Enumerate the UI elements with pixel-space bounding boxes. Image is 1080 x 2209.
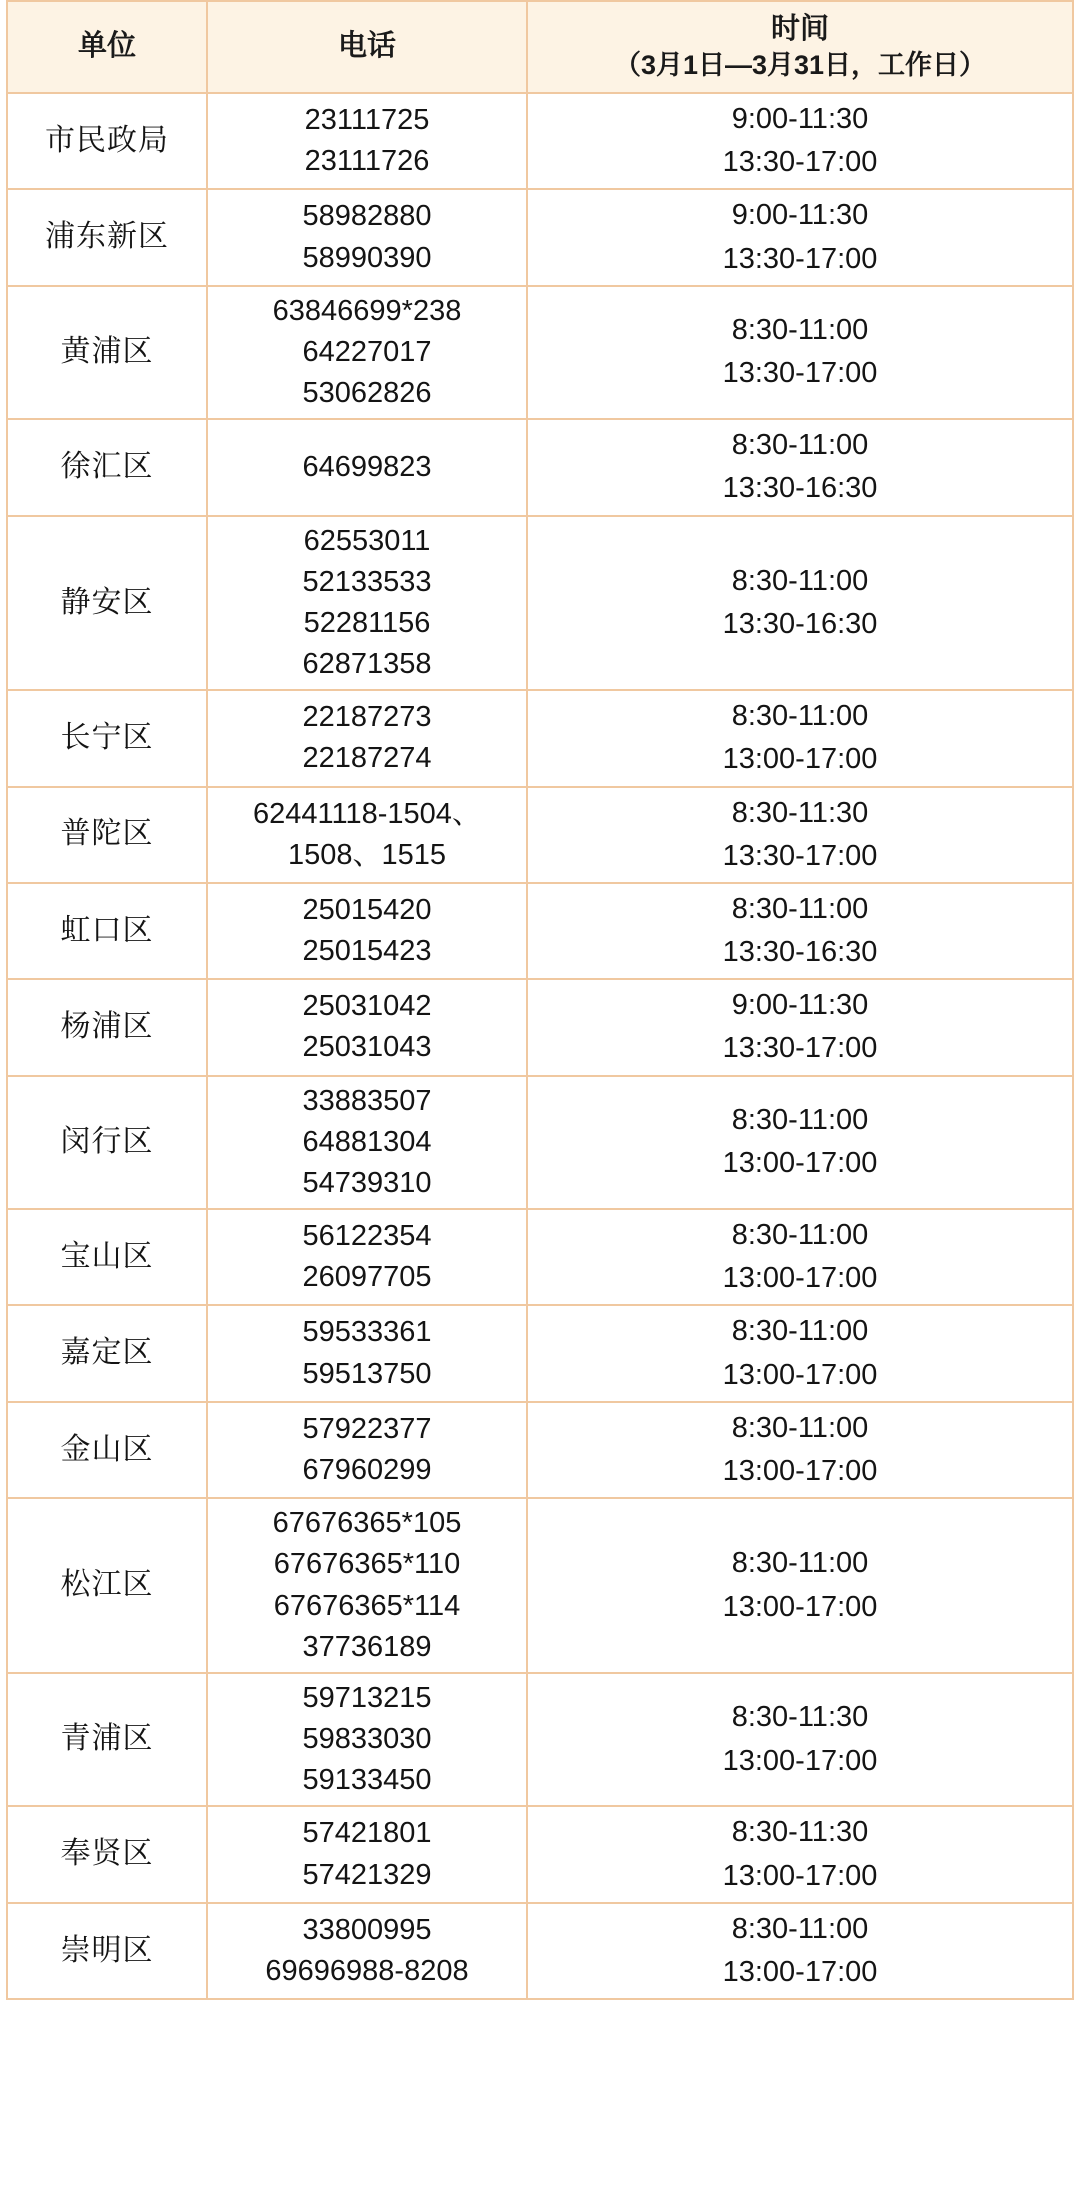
cell-unit: 宝山区 <box>7 1209 207 1305</box>
cell-phone <box>207 1076 527 1210</box>
time-list <box>534 984 1066 1070</box>
time-range: 8:30-11:00 <box>731 892 869 925</box>
table-row <box>7 516 1073 691</box>
cell-unit: 浦东新区 <box>7 189 207 285</box>
column-header-phone: 电话 <box>207 1 527 93</box>
phone-number: 59513750 <box>302 1357 432 1390</box>
table-row <box>7 419 1073 515</box>
phone-list <box>214 794 520 876</box>
table-row <box>7 1673 1073 1807</box>
cell-phone <box>207 286 527 420</box>
phone-number: 52133533 <box>302 565 432 598</box>
cell-time <box>527 787 1073 883</box>
column-header-time-line1: 时间 <box>770 12 829 45</box>
phone-number: 63846699*238 <box>272 294 462 327</box>
phone-list <box>214 1081 520 1205</box>
phone-number: 25031043 <box>302 1031 432 1064</box>
phone-number: 52281156 <box>303 606 431 639</box>
cell-unit: 崇明区 <box>7 1903 207 1999</box>
cell-time <box>527 419 1073 515</box>
cell-phone <box>207 690 527 786</box>
cell-unit: 黄浦区 <box>7 286 207 420</box>
phone-number: 22187274 <box>302 742 432 775</box>
time-range: 8:30-11:00 <box>731 1411 869 1444</box>
time-range: 13:00-17:00 <box>722 1590 878 1623</box>
cell-phone <box>207 1673 527 1807</box>
cell-phone <box>207 1209 527 1305</box>
time-range: 13:00-17:00 <box>722 1744 878 1777</box>
time-range: 8:30-11:30 <box>731 796 869 829</box>
cell-unit: 金山区 <box>7 1402 207 1498</box>
table-row <box>7 1806 1073 1902</box>
cell-time <box>527 883 1073 979</box>
cell-time <box>527 690 1073 786</box>
table-row <box>7 1305 1073 1401</box>
time-range: 13:30-16:30 <box>722 472 878 505</box>
time-range: 9:00-11:30 <box>731 103 869 135</box>
time-range: 8:30-11:30 <box>731 1816 869 1849</box>
time-range: 8:30-11:00 <box>731 564 869 597</box>
time-list <box>534 888 1066 974</box>
cell-time <box>527 1076 1073 1210</box>
phone-number: 62871358 <box>302 648 432 681</box>
phone-number: 37736189 <box>302 1630 432 1663</box>
cell-time <box>527 1806 1073 1902</box>
cell-unit: 松江区 <box>7 1498 207 1673</box>
phone-list <box>214 986 520 1068</box>
phone-number: 25031042 <box>302 990 432 1023</box>
time-range: 13:30-17:00 <box>722 242 878 275</box>
cell-unit: 徐汇区 <box>7 419 207 515</box>
cell-phone <box>207 516 527 691</box>
phone-list <box>214 1216 520 1298</box>
table-row <box>7 1209 1073 1305</box>
phone-number: 64881304 <box>302 1125 432 1158</box>
table-row <box>7 883 1073 979</box>
phone-number: 67960299 <box>302 1453 432 1486</box>
time-list <box>534 1099 1066 1185</box>
cell-phone <box>207 93 527 189</box>
time-range: 13:30-17:00 <box>722 839 878 872</box>
time-range: 13:00-17:00 <box>722 1358 878 1391</box>
cell-phone <box>207 1402 527 1498</box>
phone-number: 58982880 <box>302 200 432 233</box>
time-list <box>534 1310 1066 1396</box>
table-row <box>7 787 1073 883</box>
phone-number: 57421329 <box>302 1858 432 1891</box>
time-list <box>534 695 1066 781</box>
cell-unit: 长宁区 <box>7 690 207 786</box>
time-range: 8:30-11:00 <box>731 314 869 347</box>
time-range: 13:00-17:00 <box>722 1454 878 1487</box>
time-range: 8:30-11:00 <box>731 1104 869 1137</box>
phone-number: 58990390 <box>302 241 432 274</box>
phone-number: 53062826 <box>302 377 432 410</box>
phone-list <box>214 890 520 972</box>
phone-number: 59533361 <box>302 1316 432 1349</box>
column-header-time <box>527 1 1073 93</box>
time-range: 8:30-11:00 <box>731 1912 869 1945</box>
table-row <box>7 286 1073 420</box>
cell-phone <box>207 787 527 883</box>
time-range: 8:30-11:00 <box>731 700 869 733</box>
time-list <box>534 424 1066 510</box>
time-range: 13:00-17:00 <box>722 1147 878 1180</box>
phone-list <box>214 196 520 278</box>
time-range: 13:00-17:00 <box>722 1955 878 1988</box>
cell-unit: 普陀区 <box>7 787 207 883</box>
cell-time <box>527 1498 1073 1673</box>
phone-number: 25015420 <box>302 893 432 926</box>
phone-number: 57922377 <box>302 1412 432 1445</box>
cell-time <box>527 516 1073 691</box>
table-row <box>7 189 1073 285</box>
time-list <box>534 98 1066 184</box>
phone-number: 67676365*105 <box>272 1507 462 1540</box>
table-row <box>7 93 1073 189</box>
table-row <box>7 1076 1073 1210</box>
phone-number: 69696988-8208 <box>265 1954 469 1987</box>
phone-number: 23111725 <box>304 104 430 136</box>
phone-number: 62553011 <box>303 524 431 557</box>
table-header <box>7 1 1073 93</box>
cell-phone <box>207 1305 527 1401</box>
time-list <box>534 1908 1066 1994</box>
phone-schedule-table <box>6 0 1074 2000</box>
cell-phone <box>207 189 527 285</box>
phone-number: 22187273 <box>302 701 432 734</box>
table-row <box>7 1498 1073 1673</box>
cell-unit: 青浦区 <box>7 1673 207 1807</box>
cell-unit: 杨浦区 <box>7 979 207 1075</box>
table-row <box>7 979 1073 1075</box>
cell-unit: 市民政局 <box>7 93 207 189</box>
time-range: 8:30-11:00 <box>731 1315 869 1348</box>
cell-time <box>527 93 1073 189</box>
phone-list <box>214 100 520 182</box>
phone-number: 23111726 <box>304 145 430 178</box>
time-range: 8:30-11:00 <box>731 429 869 462</box>
phone-number: 67676365*114 <box>273 1589 461 1622</box>
phone-number: 57421801 <box>302 1817 432 1850</box>
cell-phone <box>207 419 527 515</box>
time-list <box>534 1214 1066 1300</box>
time-range: 13:00-17:00 <box>722 1262 878 1295</box>
phone-number: 64699823 <box>302 450 432 483</box>
time-range: 13:30-17:00 <box>722 146 878 179</box>
time-list <box>534 792 1066 878</box>
phone-number: 59713215 <box>302 1681 432 1714</box>
time-list <box>534 1696 1066 1782</box>
cell-phone <box>207 979 527 1075</box>
cell-phone <box>207 1806 527 1902</box>
time-range: 13:00-17:00 <box>722 1859 878 1892</box>
phone-number: 67676365*110 <box>273 1548 461 1581</box>
cell-phone <box>207 1498 527 1673</box>
cell-unit: 奉贤区 <box>7 1806 207 1902</box>
time-list <box>534 1811 1066 1897</box>
cell-time <box>527 189 1073 285</box>
phone-number: 56122354 <box>302 1220 432 1253</box>
column-header-unit: 单位 <box>7 1 207 93</box>
cell-time <box>527 979 1073 1075</box>
cell-unit: 虹口区 <box>7 883 207 979</box>
cell-time <box>527 286 1073 420</box>
cell-unit: 闵行区 <box>7 1076 207 1210</box>
phone-list <box>214 521 520 686</box>
phone-number: 59833030 <box>302 1723 432 1756</box>
phone-list <box>214 1312 520 1394</box>
phone-list <box>214 1813 520 1895</box>
cell-time <box>527 1903 1073 1999</box>
time-list <box>534 560 1066 646</box>
phone-number: 64227017 <box>302 335 432 368</box>
phone-list <box>214 447 520 488</box>
cell-phone <box>207 1903 527 1999</box>
cell-time <box>527 1209 1073 1305</box>
time-range: 8:30-11:00 <box>731 1547 869 1580</box>
time-range: 13:30-17:00 <box>722 357 878 390</box>
phone-number: 54739310 <box>302 1166 432 1199</box>
time-range: 9:00-11:30 <box>731 199 869 232</box>
time-range: 13:00-17:00 <box>722 743 878 776</box>
time-range: 13:30-17:00 <box>722 1032 878 1065</box>
phone-list <box>214 1910 520 1992</box>
phone-number: 33883507 <box>302 1084 432 1117</box>
phone-number: 59133450 <box>302 1764 432 1797</box>
phone-number: 25015423 <box>302 935 432 968</box>
cell-time <box>527 1402 1073 1498</box>
time-list <box>534 194 1066 280</box>
time-range: 8:30-11:00 <box>731 1219 869 1252</box>
cell-unit: 静安区 <box>7 516 207 691</box>
time-range: 9:00-11:30 <box>731 989 869 1022</box>
cell-time <box>527 1305 1073 1401</box>
column-header-time-line2: （3月1日—3月31日，工作日） <box>613 50 987 81</box>
phone-list <box>214 1409 520 1491</box>
time-range: 8:30-11:30 <box>731 1701 869 1734</box>
phone-list <box>214 291 520 415</box>
phone-number: 33800995 <box>302 1913 432 1946</box>
table-row <box>7 690 1073 786</box>
time-list <box>534 1542 1066 1628</box>
phone-list <box>214 1503 520 1668</box>
phone-number: 1508、1515 <box>287 838 447 871</box>
cell-unit: 嘉定区 <box>7 1305 207 1401</box>
table-row <box>7 1402 1073 1498</box>
time-range: 13:30-16:30 <box>722 607 878 640</box>
time-list <box>534 309 1066 395</box>
time-list <box>534 1407 1066 1493</box>
cell-time <box>527 1673 1073 1807</box>
table-header-row <box>7 1 1073 93</box>
phone-number: 62441118-1504、 <box>253 797 481 830</box>
time-range: 13:30-16:30 <box>722 936 878 969</box>
phone-list <box>214 697 520 779</box>
phone-number: 26097705 <box>302 1261 432 1294</box>
table-body <box>7 93 1073 1999</box>
phone-list <box>214 1678 520 1802</box>
table-row <box>7 1903 1073 1999</box>
cell-phone <box>207 883 527 979</box>
